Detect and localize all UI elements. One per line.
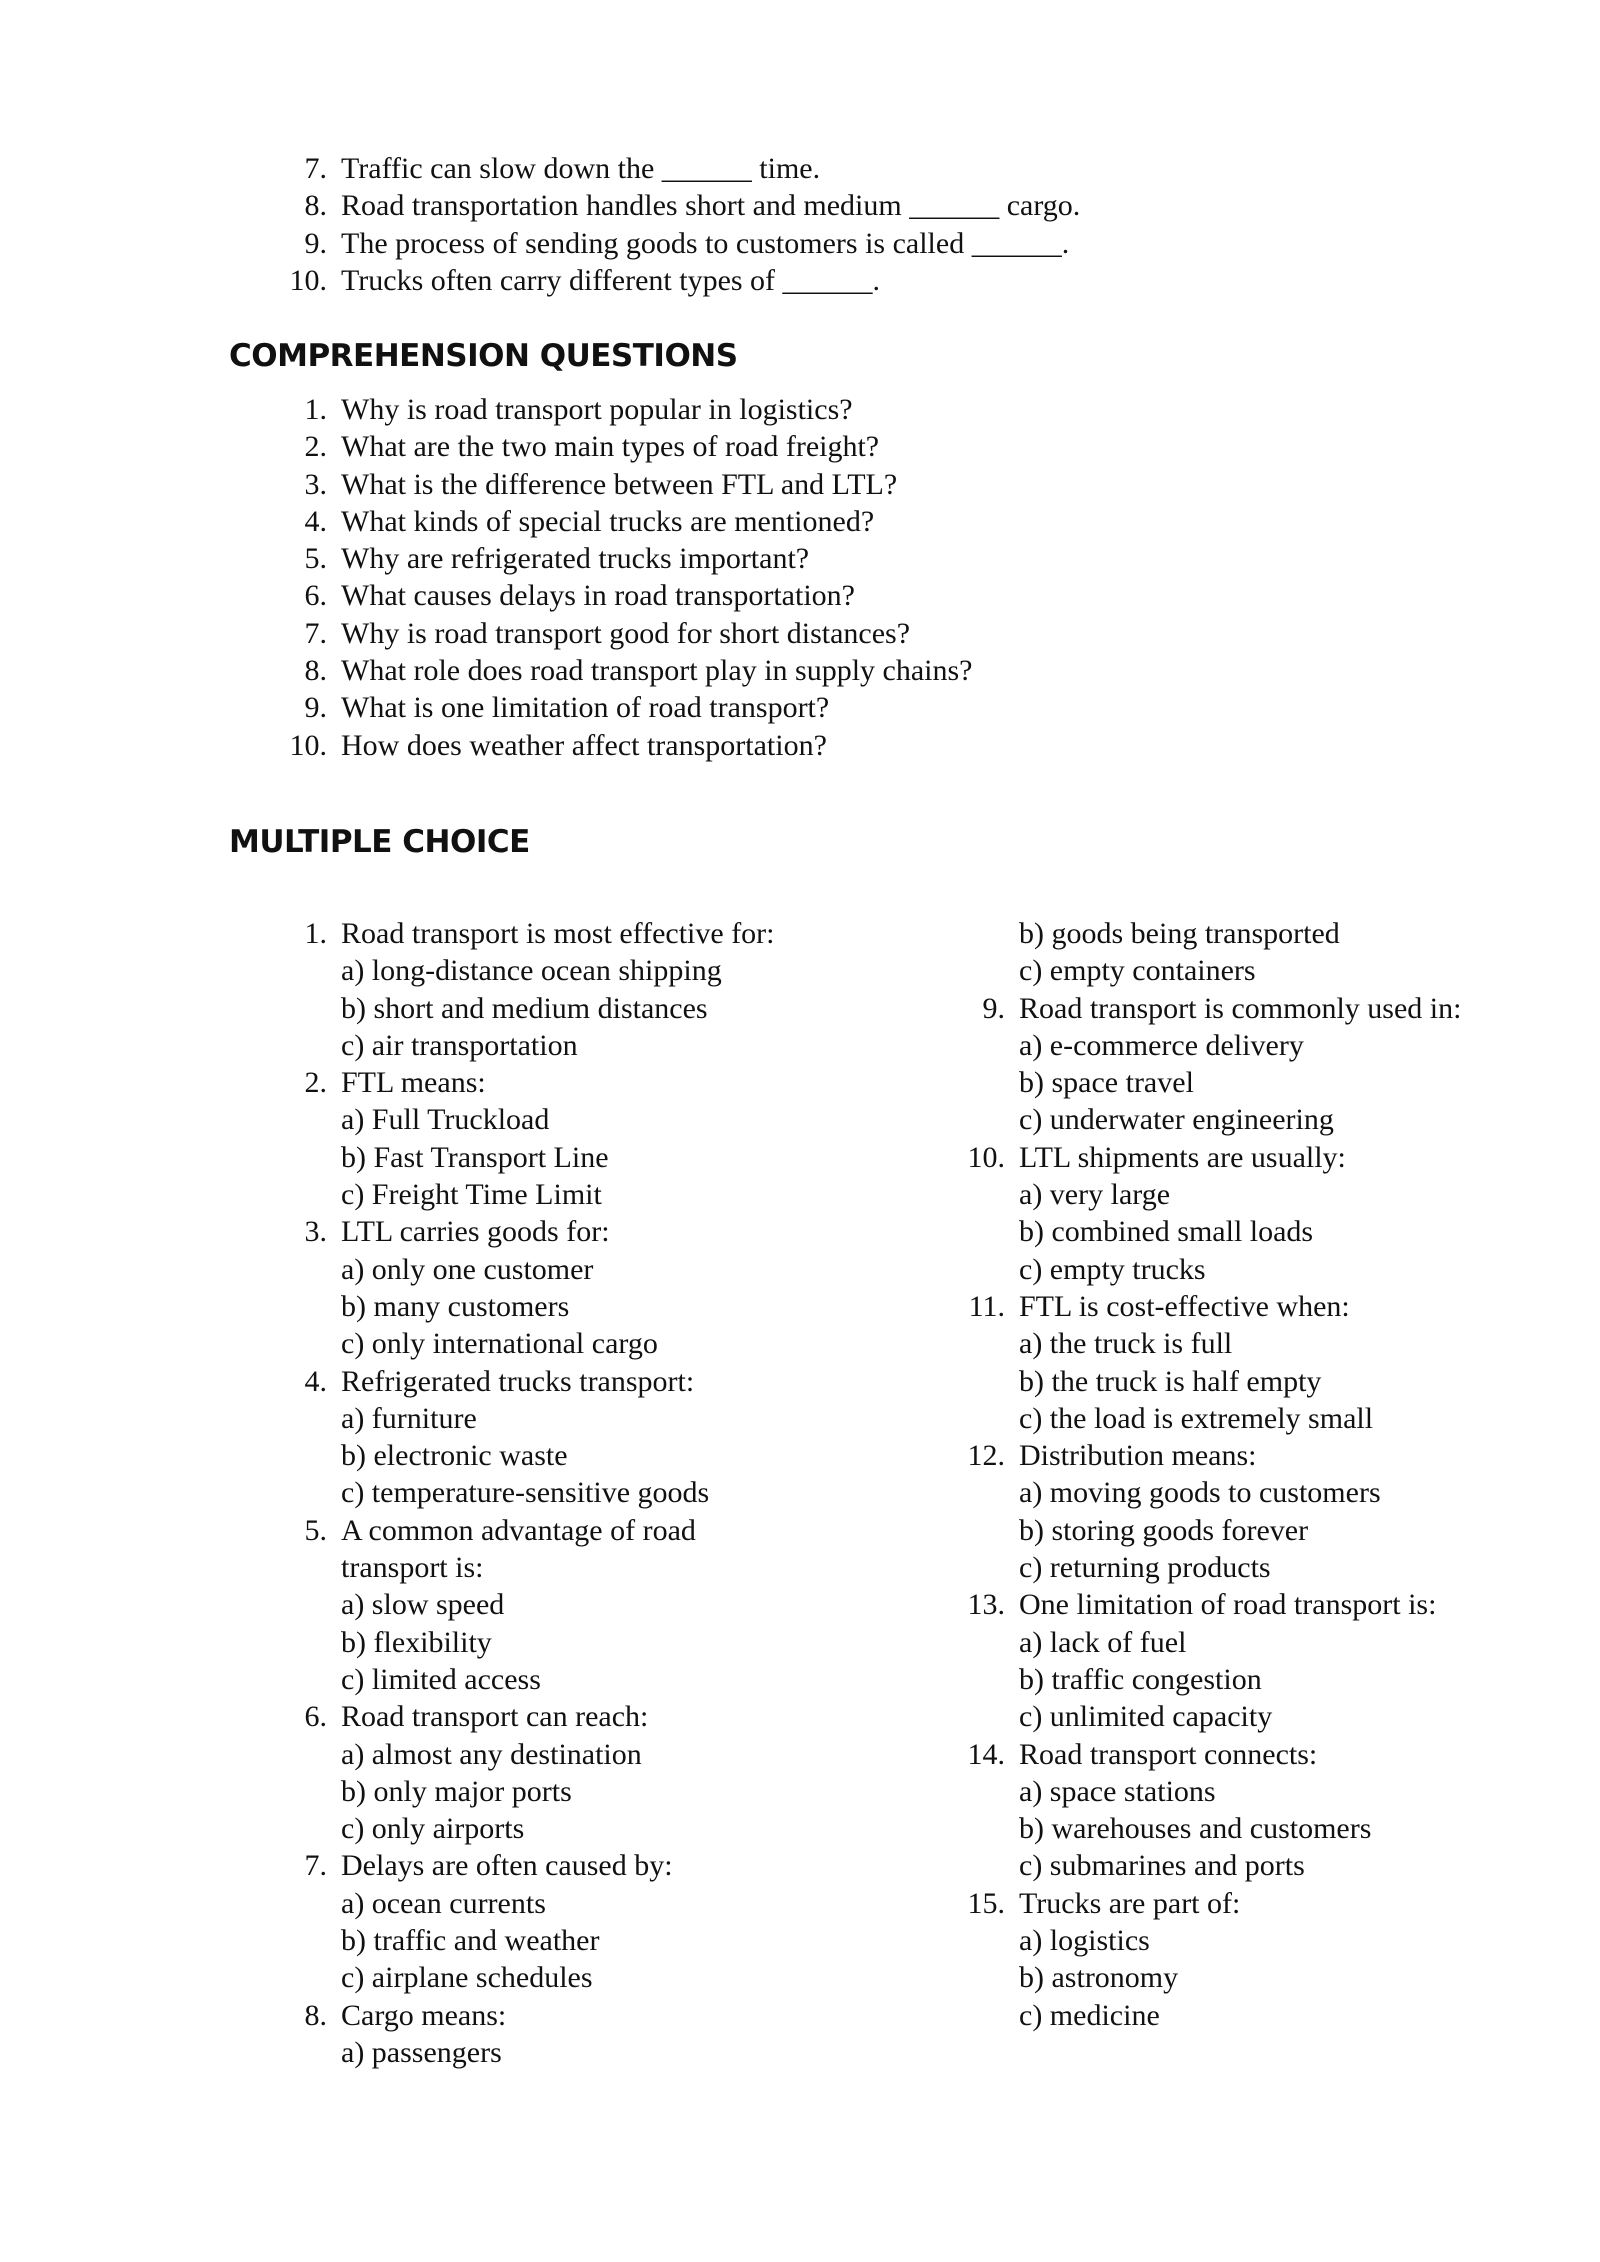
- item-text: Traffic can slow down the ______ time.: [341, 152, 821, 185]
- fill-in-list: [277, 150, 1377, 299]
- item-text: LTL shipments are usually:: [1019, 1140, 1346, 1174]
- multiple-choice-right-column: [955, 915, 1515, 2034]
- mc-question: [955, 990, 1515, 1027]
- item-number: 2.: [304, 1066, 327, 1100]
- mc-question: [277, 915, 837, 952]
- item-text: Trucks often carry different types of ______.: [341, 263, 881, 297]
- mc-option: c) only airports: [341, 1812, 525, 1846]
- mc-option: transport is:: [341, 1551, 484, 1585]
- mc-option: b) the truck is half empty: [1019, 1364, 1322, 1398]
- item-text: How does weather affect transportation?: [341, 728, 827, 762]
- item-number: 9.: [982, 991, 1005, 1025]
- mc-option: b) traffic and weather: [341, 1924, 600, 1958]
- comprehension-heading: COMPREHENSION QUESTIONS: [229, 338, 738, 374]
- mc-option: a) space stations: [1019, 1774, 1216, 1808]
- mc-option: b) short and medium distances: [341, 991, 708, 1025]
- item-text: Why is road transport popular in logistics?: [341, 393, 853, 426]
- item-number: 11.: [968, 1289, 1005, 1323]
- mc-option: c) submarines and ports: [1019, 1849, 1305, 1883]
- mc-option: c) air transportation: [341, 1028, 578, 1062]
- item-number: 12.: [967, 1439, 1005, 1473]
- mc-option: a) only one customer: [341, 1252, 594, 1286]
- mc-option: a) the truck is full: [1019, 1327, 1233, 1361]
- fill-in-item: [277, 150, 1377, 187]
- comprehension-question: [277, 391, 1377, 428]
- comprehension-question: [277, 428, 1377, 465]
- mc-option: c) unlimited capacity: [1019, 1700, 1273, 1734]
- mc-question: [955, 1437, 1515, 1474]
- mc-option: a) very large: [1019, 1178, 1171, 1212]
- item-text: What role does road transport play in supply chains?: [341, 654, 973, 688]
- item-number: 14.: [967, 1737, 1005, 1771]
- item-text: Road transport connects:: [1019, 1737, 1318, 1771]
- mc-question: [955, 1885, 1515, 1922]
- multiple-choice-left-column: [277, 915, 837, 2071]
- mc-question: [277, 1363, 837, 1400]
- item-text: The process of sending goods to customers is called ______.: [341, 226, 1070, 260]
- mc-option: c) Freight Time Limit: [341, 1178, 602, 1212]
- mc-option: c) underwater engineering: [1019, 1103, 1334, 1137]
- mc-option: a) e-commerce delivery: [1019, 1028, 1304, 1062]
- item-number: 10.: [289, 263, 327, 297]
- comprehension-list: [277, 391, 1377, 764]
- mc-question: [277, 1997, 837, 2034]
- item-number: 4.: [304, 1364, 327, 1398]
- mc-option: a) passengers: [341, 2035, 502, 2069]
- item-number: 1.: [304, 917, 327, 950]
- mc-option: a) moving goods to customers: [1019, 1476, 1381, 1510]
- mc-question: [277, 1213, 837, 1250]
- mc-option: b) traffic congestion: [1019, 1662, 1262, 1696]
- item-number: 3.: [304, 467, 327, 501]
- item-number: 6.: [304, 579, 327, 613]
- comprehension-question: [277, 540, 1377, 577]
- comprehension-question: [277, 577, 1377, 614]
- item-text: Distribution means:: [1019, 1439, 1257, 1473]
- mc-option: c) the load is extremely small: [1019, 1401, 1374, 1435]
- mc-option: b) only major ports: [341, 1774, 572, 1808]
- mc-option: b) Fast Transport Line: [341, 1140, 609, 1174]
- item-number: 7.: [304, 152, 327, 185]
- mc-option: a) almost any destination: [341, 1737, 642, 1771]
- item-number: 5.: [304, 542, 327, 576]
- item-number: 2.: [304, 430, 327, 464]
- mc-option: b) flexibility: [341, 1625, 492, 1659]
- comprehension-question: [277, 689, 1377, 726]
- item-number: 4.: [304, 504, 327, 538]
- item-number: 8.: [304, 189, 327, 223]
- mc-question: [277, 1064, 837, 1101]
- item-number: 8.: [304, 1998, 327, 2032]
- mc-option: b) storing goods forever: [1019, 1513, 1309, 1547]
- item-text: Road transport can reach:: [341, 1700, 649, 1734]
- item-text: A common advantage of road: [341, 1513, 696, 1547]
- mc-option: b) warehouses and customers: [1019, 1812, 1372, 1846]
- comprehension-question: [277, 466, 1377, 503]
- comprehension-question: [277, 615, 1377, 652]
- comprehension-question: [277, 727, 1377, 764]
- mc-option: a) slow speed: [341, 1588, 505, 1622]
- mc-option: a) furniture: [341, 1401, 477, 1435]
- mc-option: b) many customers: [341, 1289, 570, 1323]
- item-number: 15.: [967, 1886, 1005, 1920]
- mc-option: a) ocean currents: [341, 1886, 546, 1920]
- mc-question: [955, 1288, 1515, 1325]
- item-text: FTL is cost-effective when:: [1019, 1289, 1350, 1323]
- item-text: Delays are often caused by:: [341, 1849, 673, 1883]
- mc-question: [955, 1586, 1515, 1623]
- mc-question: [955, 1139, 1515, 1176]
- item-text: Road transport is most effective for:: [341, 917, 775, 950]
- item-number: 10.: [289, 728, 327, 762]
- fill-in-item: [277, 262, 1377, 299]
- item-text: Road transport is commonly used in:: [1019, 991, 1462, 1025]
- item-text: What is the difference between FTL and LTL?: [341, 467, 898, 501]
- mc-option: b) astronomy: [1019, 1961, 1179, 1995]
- item-text: LTL carries goods for:: [341, 1215, 610, 1249]
- mc-question: [277, 1847, 837, 1884]
- mc-option: a) logistics: [1019, 1924, 1150, 1958]
- mc-option: c) only international cargo: [341, 1327, 658, 1361]
- item-number: 10.: [967, 1140, 1005, 1174]
- item-text: Why is road transport good for short distances?: [341, 616, 911, 650]
- item-text: What is one limitation of road transport?: [341, 691, 830, 725]
- item-text: What causes delays in road transportation?: [341, 579, 855, 613]
- mc-option: c) empty trucks: [1019, 1252, 1206, 1286]
- item-number: 9.: [304, 691, 327, 725]
- item-number: 7.: [304, 616, 327, 650]
- mc-option: c) temperature-sensitive goods: [341, 1476, 710, 1510]
- comprehension-question: [277, 503, 1377, 540]
- item-number: 13.: [967, 1588, 1005, 1622]
- item-text: Road transportation handles short and medium ______ cargo.: [341, 189, 1081, 223]
- mc-question: [277, 1512, 837, 1549]
- item-number: 8.: [304, 654, 327, 688]
- mc-option: a) Full Truckload: [341, 1103, 550, 1137]
- mc-option: b) space travel: [1019, 1066, 1194, 1100]
- item-text: Trucks are part of:: [1019, 1886, 1241, 1920]
- mc-option: c) limited access: [341, 1662, 541, 1696]
- item-text: FTL means:: [341, 1066, 486, 1100]
- item-text: Why are refrigerated trucks important?: [341, 542, 810, 576]
- item-number: 5.: [304, 1513, 327, 1547]
- item-number: 1.: [304, 393, 327, 426]
- mc-question: [955, 1736, 1515, 1773]
- multiple-choice-heading: MULTIPLE CHOICE: [229, 824, 530, 860]
- item-number: 7.: [304, 1849, 327, 1883]
- mc-option: c) empty containers: [1019, 954, 1256, 988]
- mc-option: a) long-distance ocean shipping: [341, 954, 722, 988]
- mc-option: c) medicine: [1019, 1998, 1160, 2032]
- fill-in-item: [277, 225, 1377, 262]
- item-text: What are the two main types of road freight?: [341, 430, 880, 464]
- comprehension-question: [277, 652, 1377, 689]
- item-number: 3.: [304, 1215, 327, 1249]
- item-number: 9.: [304, 226, 327, 260]
- mc-option: c) returning products: [1019, 1551, 1271, 1585]
- mc-question: [277, 1698, 837, 1735]
- item-number: 6.: [304, 1700, 327, 1734]
- mc-option: a) lack of fuel: [1019, 1625, 1187, 1659]
- mc-option: b) electronic waste: [341, 1439, 568, 1473]
- mc-option: b) combined small loads: [1019, 1215, 1314, 1249]
- mc-option: b) goods being transported: [1019, 917, 1340, 950]
- item-text: Cargo means:: [341, 1998, 507, 2032]
- item-text: What kinds of special trucks are mentioned?: [341, 504, 875, 538]
- fill-in-item: [277, 187, 1377, 224]
- item-text: Refrigerated trucks transport:: [341, 1364, 695, 1398]
- item-text: One limitation of road transport is:: [1019, 1588, 1437, 1622]
- mc-option: c) airplane schedules: [341, 1961, 593, 1995]
